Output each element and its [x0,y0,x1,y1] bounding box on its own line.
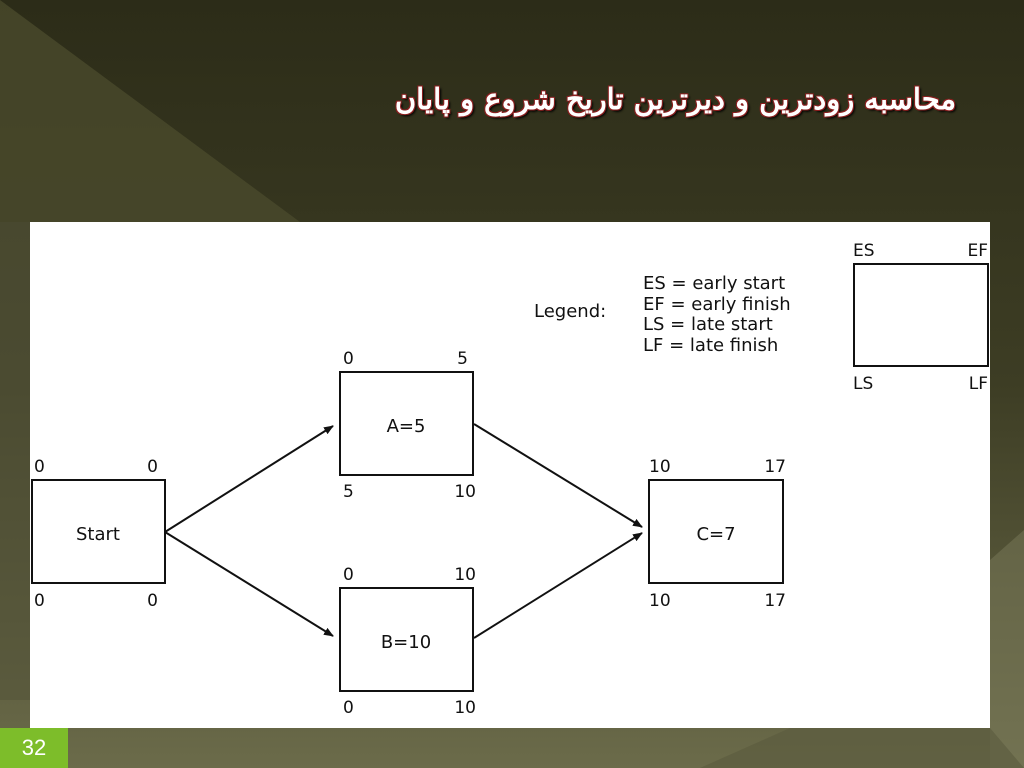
node-es: 0 [34,457,45,477]
node-es: 10 [649,457,671,477]
edge-start-a [165,426,333,532]
legend-box-lf: LF [968,374,988,394]
legend-box-ls: LS [853,374,874,394]
node-a [340,349,476,502]
node-ls: 5 [343,482,354,502]
legend [534,241,988,394]
node-c [649,457,786,611]
node-lf: 10 [454,482,476,502]
legend-line-ef: EF = early finish [643,294,791,315]
legend-line-lf: LF = late finish [643,335,779,356]
legend-line-ls: LS = late start [643,314,773,335]
node-lf: 17 [764,591,786,611]
node-label: C=7 [696,524,736,545]
edge-b-c [474,533,642,638]
node-ls: 0 [34,591,45,611]
node-ls: 10 [649,591,671,611]
network-diagram [30,222,990,728]
node-start [32,457,165,611]
legend-box-es: ES [853,241,875,261]
node-ef: 10 [454,565,476,585]
legend-box-ef: EF [967,241,988,261]
node-es: 0 [343,565,354,585]
node-lf: 0 [147,591,158,611]
node-b [340,565,476,718]
node-ef: 17 [764,457,786,477]
slide-title: محاسبه زودترین و دیرترین تاریخ شروع و پایان [394,82,956,116]
legend-box [854,264,988,366]
node-ef: 5 [457,349,468,369]
network-diagram-panel [30,222,990,728]
edge-a-c [474,424,642,527]
node-ef: 0 [147,457,158,477]
node-lf: 10 [454,698,476,718]
slide-number-badge: 32 [0,728,68,768]
legend-label: Legend: [534,301,607,322]
node-ls: 0 [343,698,354,718]
legend-line-es: ES = early start [643,273,786,294]
node-label: B=10 [380,632,432,653]
edge-start-b [165,532,333,636]
node-label: Start [76,524,120,545]
node-es: 0 [343,349,354,369]
node-label: A=5 [386,416,426,437]
